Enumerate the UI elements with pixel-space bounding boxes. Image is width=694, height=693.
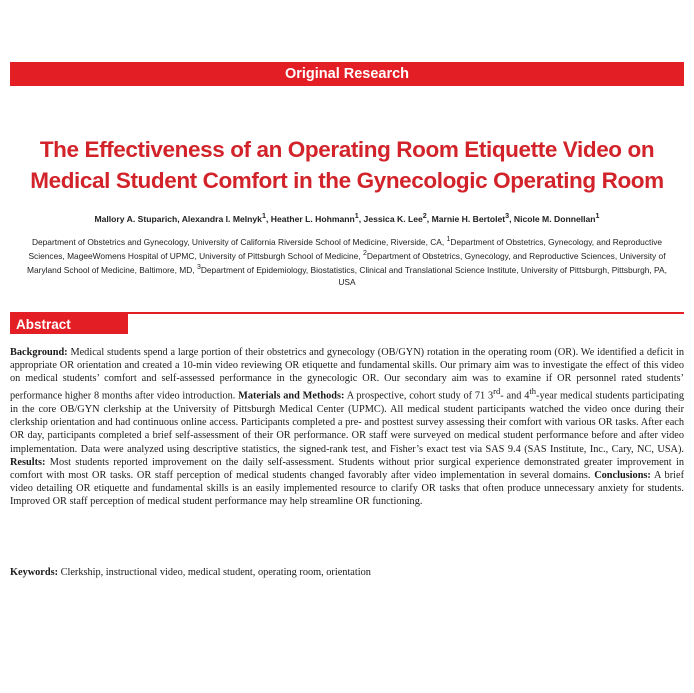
author: Jessica K. Lee — [363, 213, 423, 224]
title-line-1: The Effectiveness of an Operating Room Etiquette Video on — [39, 137, 655, 162]
author-affiliation-mark: 2 — [422, 212, 427, 220]
keywords-label: Keywords: — [10, 567, 59, 578]
title-line-2: Medical Student Comfort in the Gynecologic Operating Room — [30, 168, 664, 193]
author-affiliation-mark: 1 — [261, 212, 266, 220]
conclusions-text: A brief video detailing OR etiquette and fundamental skills is an easily implemented resource to clarify OR tasks that often produce unnecessary anxiety for students. Improved OR staff perception of medical student performance may help streamline OR functioning. — [10, 469, 684, 508]
background-text: Medical students spend a large portion of their obstetrics and gynecology (OB/GYN) rotation in the operating room (OR). We identified a deficit in appropriate OR orientation and created a 10-min video reviewing OR etiquette and fundamental skills. Our primary aim was to investigate the effect of this video on medical students’ comfort and self-assessed performance in the gynecologic OR. Our secondary aim was to examine if OR personnel rated students’ performance higher 8 months after video introduction. — [10, 347, 684, 402]
author: Marnie H. Bertolet — [431, 213, 506, 224]
methods-label: Materials and Methods: — [238, 390, 345, 402]
author-affiliation-mark: 1 — [595, 212, 600, 220]
abstract-body — [10, 346, 684, 508]
affiliation-mark: 1 — [446, 236, 451, 243]
keywords — [10, 566, 684, 579]
abstract-heading — [10, 314, 128, 334]
author: Heather L. Hohmann — [270, 213, 355, 224]
conclusions-label: Conclusions: — [594, 469, 651, 481]
author-affiliation-mark: 3 — [505, 212, 510, 220]
author: Nicole M. Donnellan — [513, 213, 596, 224]
affiliations — [20, 234, 674, 288]
methods-text: - and 4 — [500, 390, 530, 402]
affiliation-text: Department of Obstetrics, Gynecology, and Reproductive Sciences, MageeWomens Hospital of UPMC, University of Pittsburgh School of Medicine, — [28, 236, 663, 261]
affiliation-mark: 3 — [196, 264, 201, 271]
article-title — [10, 134, 684, 196]
article-type-label: Original Research — [284, 66, 410, 82]
author: Alexandra I. Melnyk — [181, 213, 262, 224]
methods-text: -year medical students participating in the core OB/GYN clerkship at the University of Pittsburgh Medical Center (UPMC). All medical student participants watched the video once during their clerkship orientation and had continuous online access. Participants completed a pre- and posttest survey assessing their comfort with various OR tasks. After each OR day, participants completed a brief self-assessment of their OR performance. OR staff were surveyed on medical student performance before and after video implementation. Data were analyzed using descriptive statistics, the signed-rank test, and Fisher’s exact test via SAS 9.4 (SAS Institute, Inc., Cary, NC, USA). — [10, 390, 685, 455]
abstract-heading-label: Abstract — [16, 316, 71, 332]
results-text: Most students reported improvement on the daily self-assessment. Students without prior surgical experience demonstrated greater improvement in comfort with most OR tasks. OR staff perception of medical students changed favorably after video implementation in several domains. — [10, 456, 684, 481]
affiliation-text: Department of Obstetrics, Gynecology, and Reproductive Sciences, University of Maryland School of Medicine, Baltimore, MD, — [27, 250, 666, 275]
article-type-banner — [10, 62, 684, 86]
ordinal-suffix: th — [529, 386, 537, 397]
author-affiliation-mark: 1 — [354, 212, 359, 220]
ordinal-suffix: rd — [493, 386, 501, 397]
background-label: Background: — [10, 347, 68, 358]
affiliation-text: Department of Epidemiology, Biostatistics, Clinical and Translational Science Institute, University of Pittsburgh, Pittsburgh, PA, USA — [200, 264, 667, 287]
author: Mallory A. Stuparich — [94, 213, 178, 224]
keywords-text: Clerkship, instructional video, medical student, operating room, orientation — [58, 567, 371, 578]
affiliation-mark: 2 — [362, 250, 367, 257]
methods-text: A prospective, cohort study of 71 3 — [344, 390, 494, 402]
author-list: Mallory A. Stuparich, Alexandra I. Melnyk$^1$, Heather L. Hohmann$^1$, Jessica K. Lee$^2$, Marnie H. Bertolet$^3$, Nicole M. Donnellan$^1$ — [94, 212, 600, 224]
affiliation-text: Department of Obstetrics and Gynecology, University of California Riverside School of Medicine, Riverside, CA, — [31, 236, 447, 247]
results-label: Results: — [10, 456, 46, 468]
